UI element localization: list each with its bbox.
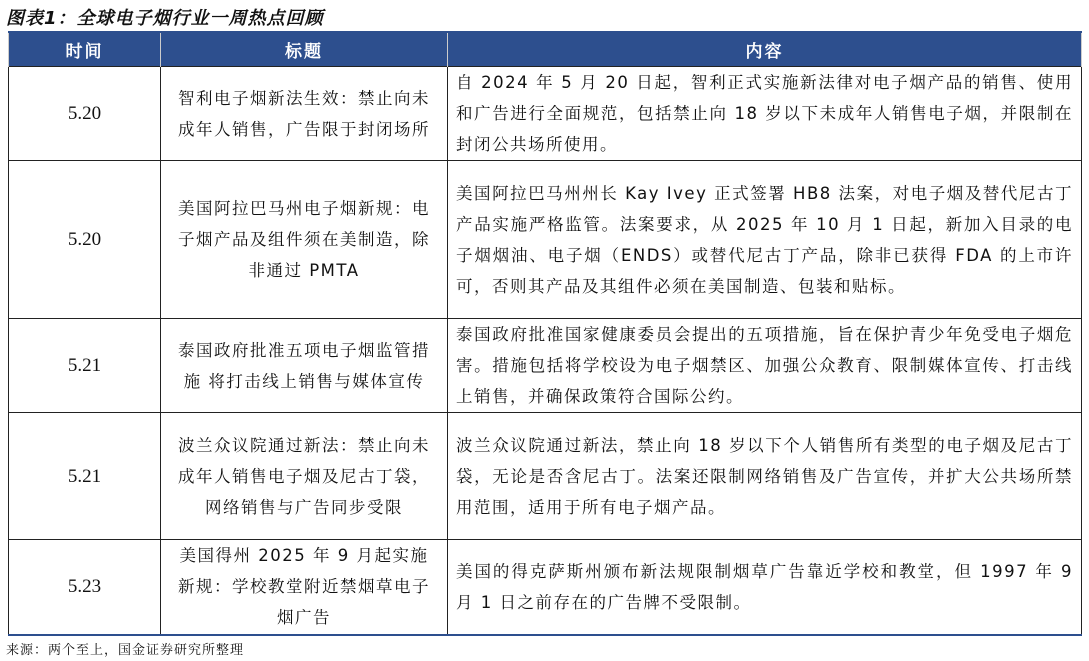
table-row bbox=[9, 540, 1082, 635]
row-content: 美国的得克萨斯州颁布新法规限制烟草广告靠近学校和教堂，但 1997 年 9 月 1 日之前存在的广告牌不受限制。 bbox=[448, 540, 1082, 635]
table-row bbox=[9, 67, 1082, 161]
table-row bbox=[9, 319, 1082, 413]
table-row bbox=[9, 413, 1082, 540]
news-table bbox=[8, 31, 1082, 636]
column-header-time: 时间 bbox=[9, 32, 161, 67]
table-header-row bbox=[9, 32, 1082, 67]
column-header-headline: 标题 bbox=[161, 32, 448, 67]
figure-title: 图表1：全球电子烟行业一周热点回顾 bbox=[6, 8, 324, 29]
row-headline: 美国阿拉巴马州电子烟新规：电子烟产品及组件须在美制造，除非通过 PMTA bbox=[161, 161, 448, 319]
source-note: 来源：两个至上，国金证券研究所整理 bbox=[6, 643, 245, 658]
row-content: 波兰众议院通过新法，禁止向 18 岁以下个人销售所有类型的电子烟及尼古丁袋，无论是否含尼古丁。法案还限制网络销售及广告宣传，并扩大公共场所禁用范围，适用于所有电子烟产品。 bbox=[448, 413, 1082, 540]
table-row bbox=[9, 161, 1082, 319]
row-content: 美国阿拉巴马州州长 Kay Ivey 正式签署 HB8 法案，对电子烟及替代尼古丁产品实施严格监管。法案要求，从 2025 年 10 月 1 日起，新加入目录的电子烟烟油、电子烟（ENDS）或替代尼古丁产品，除非已获得 FDA 的上市许可，否则其产品及其组件必须在美国制造、包装和贴标。 bbox=[448, 161, 1082, 319]
row-content: 自 2024 年 5 月 20 日起，智利正式实施新法律对电子烟产品的销售、使用和广告进行全面规范，包括禁止向 18 岁以下未成年人销售电子烟，并限制在封闭公共场所使用。 bbox=[448, 67, 1082, 161]
row-time: 5.20 bbox=[9, 67, 161, 161]
row-content: 泰国政府批准国家健康委员会提出的五项措施，旨在保护青少年免受电子烟危害。措施包括将学校设为电子烟禁区、加强公众教育、限制媒体宣传、打击线上销售，并确保政策符合国际公约。 bbox=[448, 319, 1082, 413]
row-time: 5.21 bbox=[9, 319, 161, 413]
row-headline: 波兰众议院通过新法：禁止向未成年人销售电子烟及尼古丁袋，网络销售与广告同步受限 bbox=[161, 413, 448, 540]
row-headline: 美国得州 2025 年 9 月起实施新规：学校教堂附近禁烟草电子烟广告 bbox=[161, 540, 448, 635]
row-time: 5.21 bbox=[9, 413, 161, 540]
column-header-content: 内容 bbox=[448, 32, 1082, 67]
row-headline: 泰国政府批准五项电子烟监管措施 将打击线上销售与媒体宣传 bbox=[161, 319, 448, 413]
row-time: 5.20 bbox=[9, 161, 161, 319]
row-time: 5.23 bbox=[9, 540, 161, 635]
row-headline: 智利电子烟新法生效：禁止向未成年人销售，广告限于封闭场所 bbox=[161, 67, 448, 161]
